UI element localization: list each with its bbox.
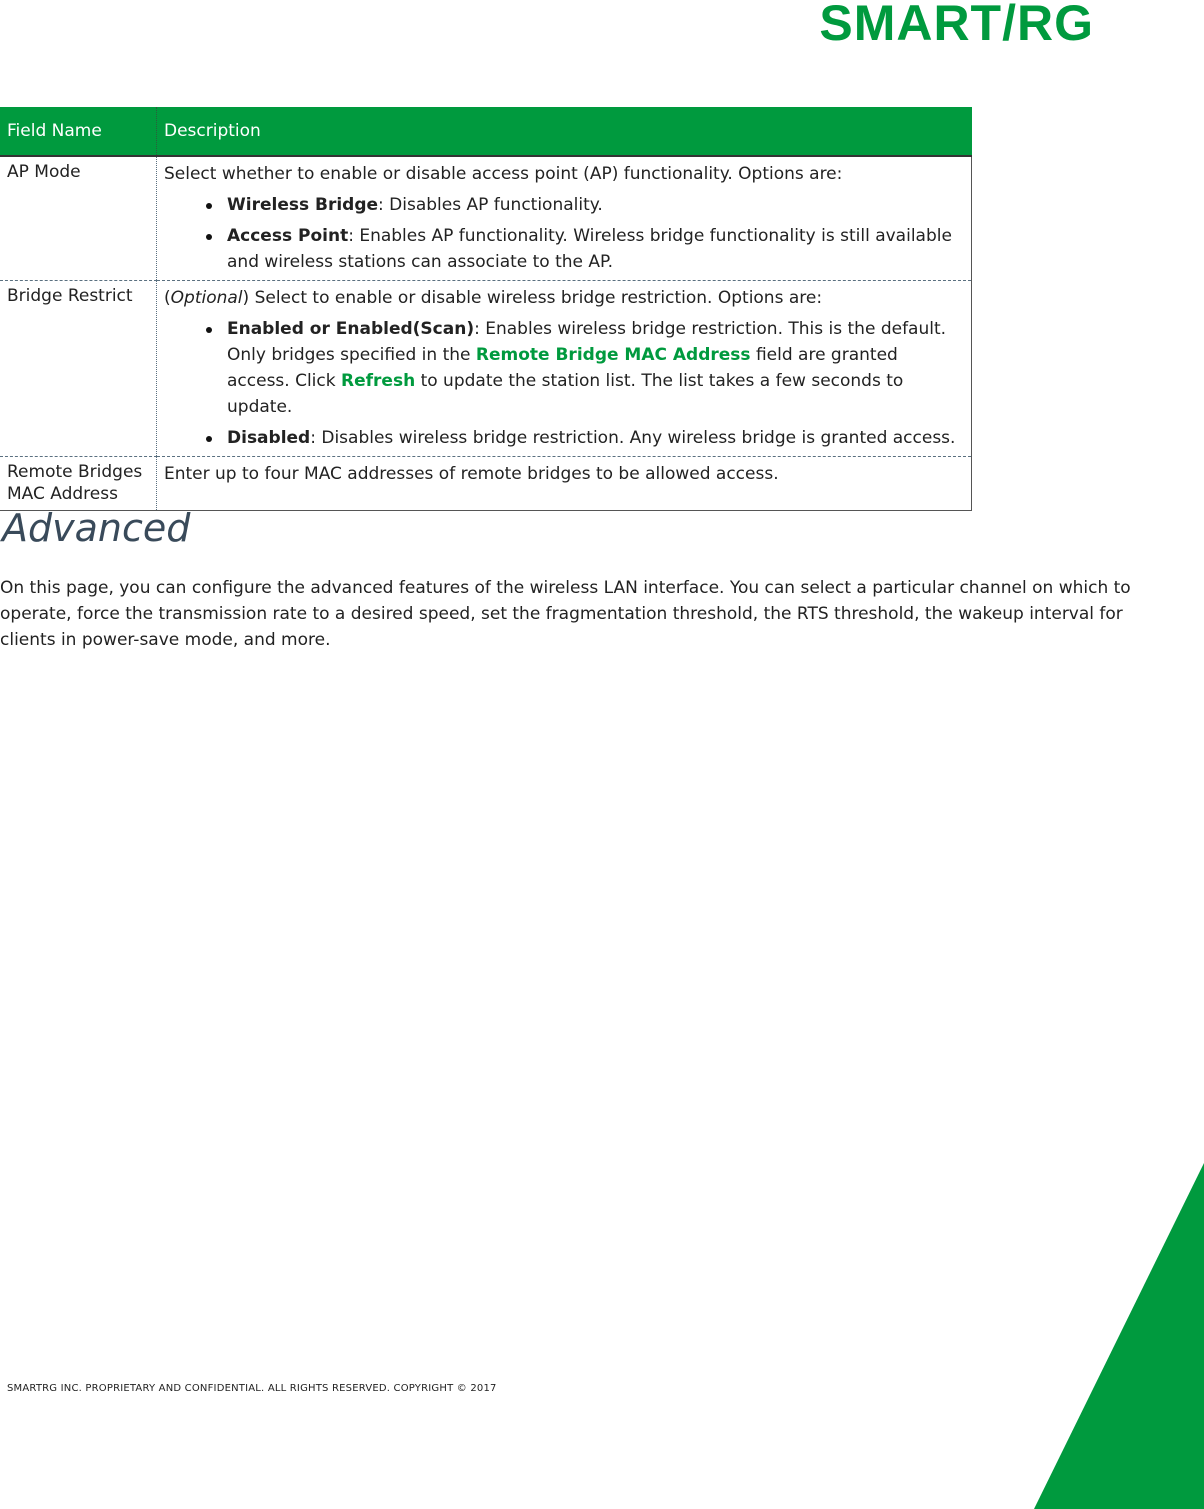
description-text: (Optional) Select to enable or disable wireless bridge restriction. Options are:: [164, 288, 823, 308]
section-title: Advanced: [2, 506, 191, 550]
field-name-ap-mode: AP Mode: [0, 156, 157, 281]
smartrg-logo: SMART/RG: [819, 0, 1094, 51]
column-header-field-name: Field Name: [0, 107, 157, 156]
section-body: On this page, you can configure the advanced features of the wireless LAN interface. You can select a particular channel on which to operate, force the transmission rate to a desired speed, set the fragmentation threshold, the RTS threshold, the wakeup interval for clients in power-save mode, and more.: [0, 578, 1131, 650]
option-text: field are granted access. Click: [227, 345, 898, 391]
remote-bridge-mac-address-link[interactable]: Remote Bridge MAC Address: [475, 345, 751, 365]
option-term: Access Point: [227, 226, 349, 246]
field-name-remote-bridges-mac-address: Remote Bridges MAC Address: [0, 457, 157, 511]
option-text: : Disables AP functionality.: [378, 195, 603, 215]
option-text: : Disables wireless bridge restriction. Any wireless bridge is granted access.: [310, 428, 956, 448]
option-term: Enabled or Enabled(Scan): [227, 319, 475, 339]
field-name-bridge-restrict: Bridge Restrict: [0, 281, 157, 457]
description-text: Enter up to four MAC addresses of remote bridges to be allowed access.: [164, 464, 779, 484]
column-header-description: Description: [157, 107, 972, 156]
option-text: : Enables AP functionality. Wireless bridge functionality is still available and wireless stations can associate to the AP.: [227, 226, 952, 272]
option-text: to update the station list. The list takes a few seconds to update.: [227, 371, 904, 417]
option-term: Disabled: [227, 428, 311, 448]
refresh-link[interactable]: Refresh: [341, 371, 416, 391]
description-intro: ) Select to enable or disable wireless bridge restriction. Options are:: [242, 288, 823, 308]
option-term: Wireless Bridge: [227, 195, 379, 215]
optional-label: Optional: [170, 288, 243, 308]
description-text: Select whether to enable or disable access point (AP) functionality. Options are:: [164, 164, 843, 184]
footer-copyright: SMARTRG INC. PROPRIETARY AND CONFIDENTIAL. ALL RIGHTS RESERVED. COPYRIGHT © 2017: [7, 1383, 497, 1394]
option-text: : Enables wireless bridge restriction. This is the default. Only bridges specified in the: [227, 319, 947, 365]
green-triangle-shape: [1034, 1163, 1204, 1509]
